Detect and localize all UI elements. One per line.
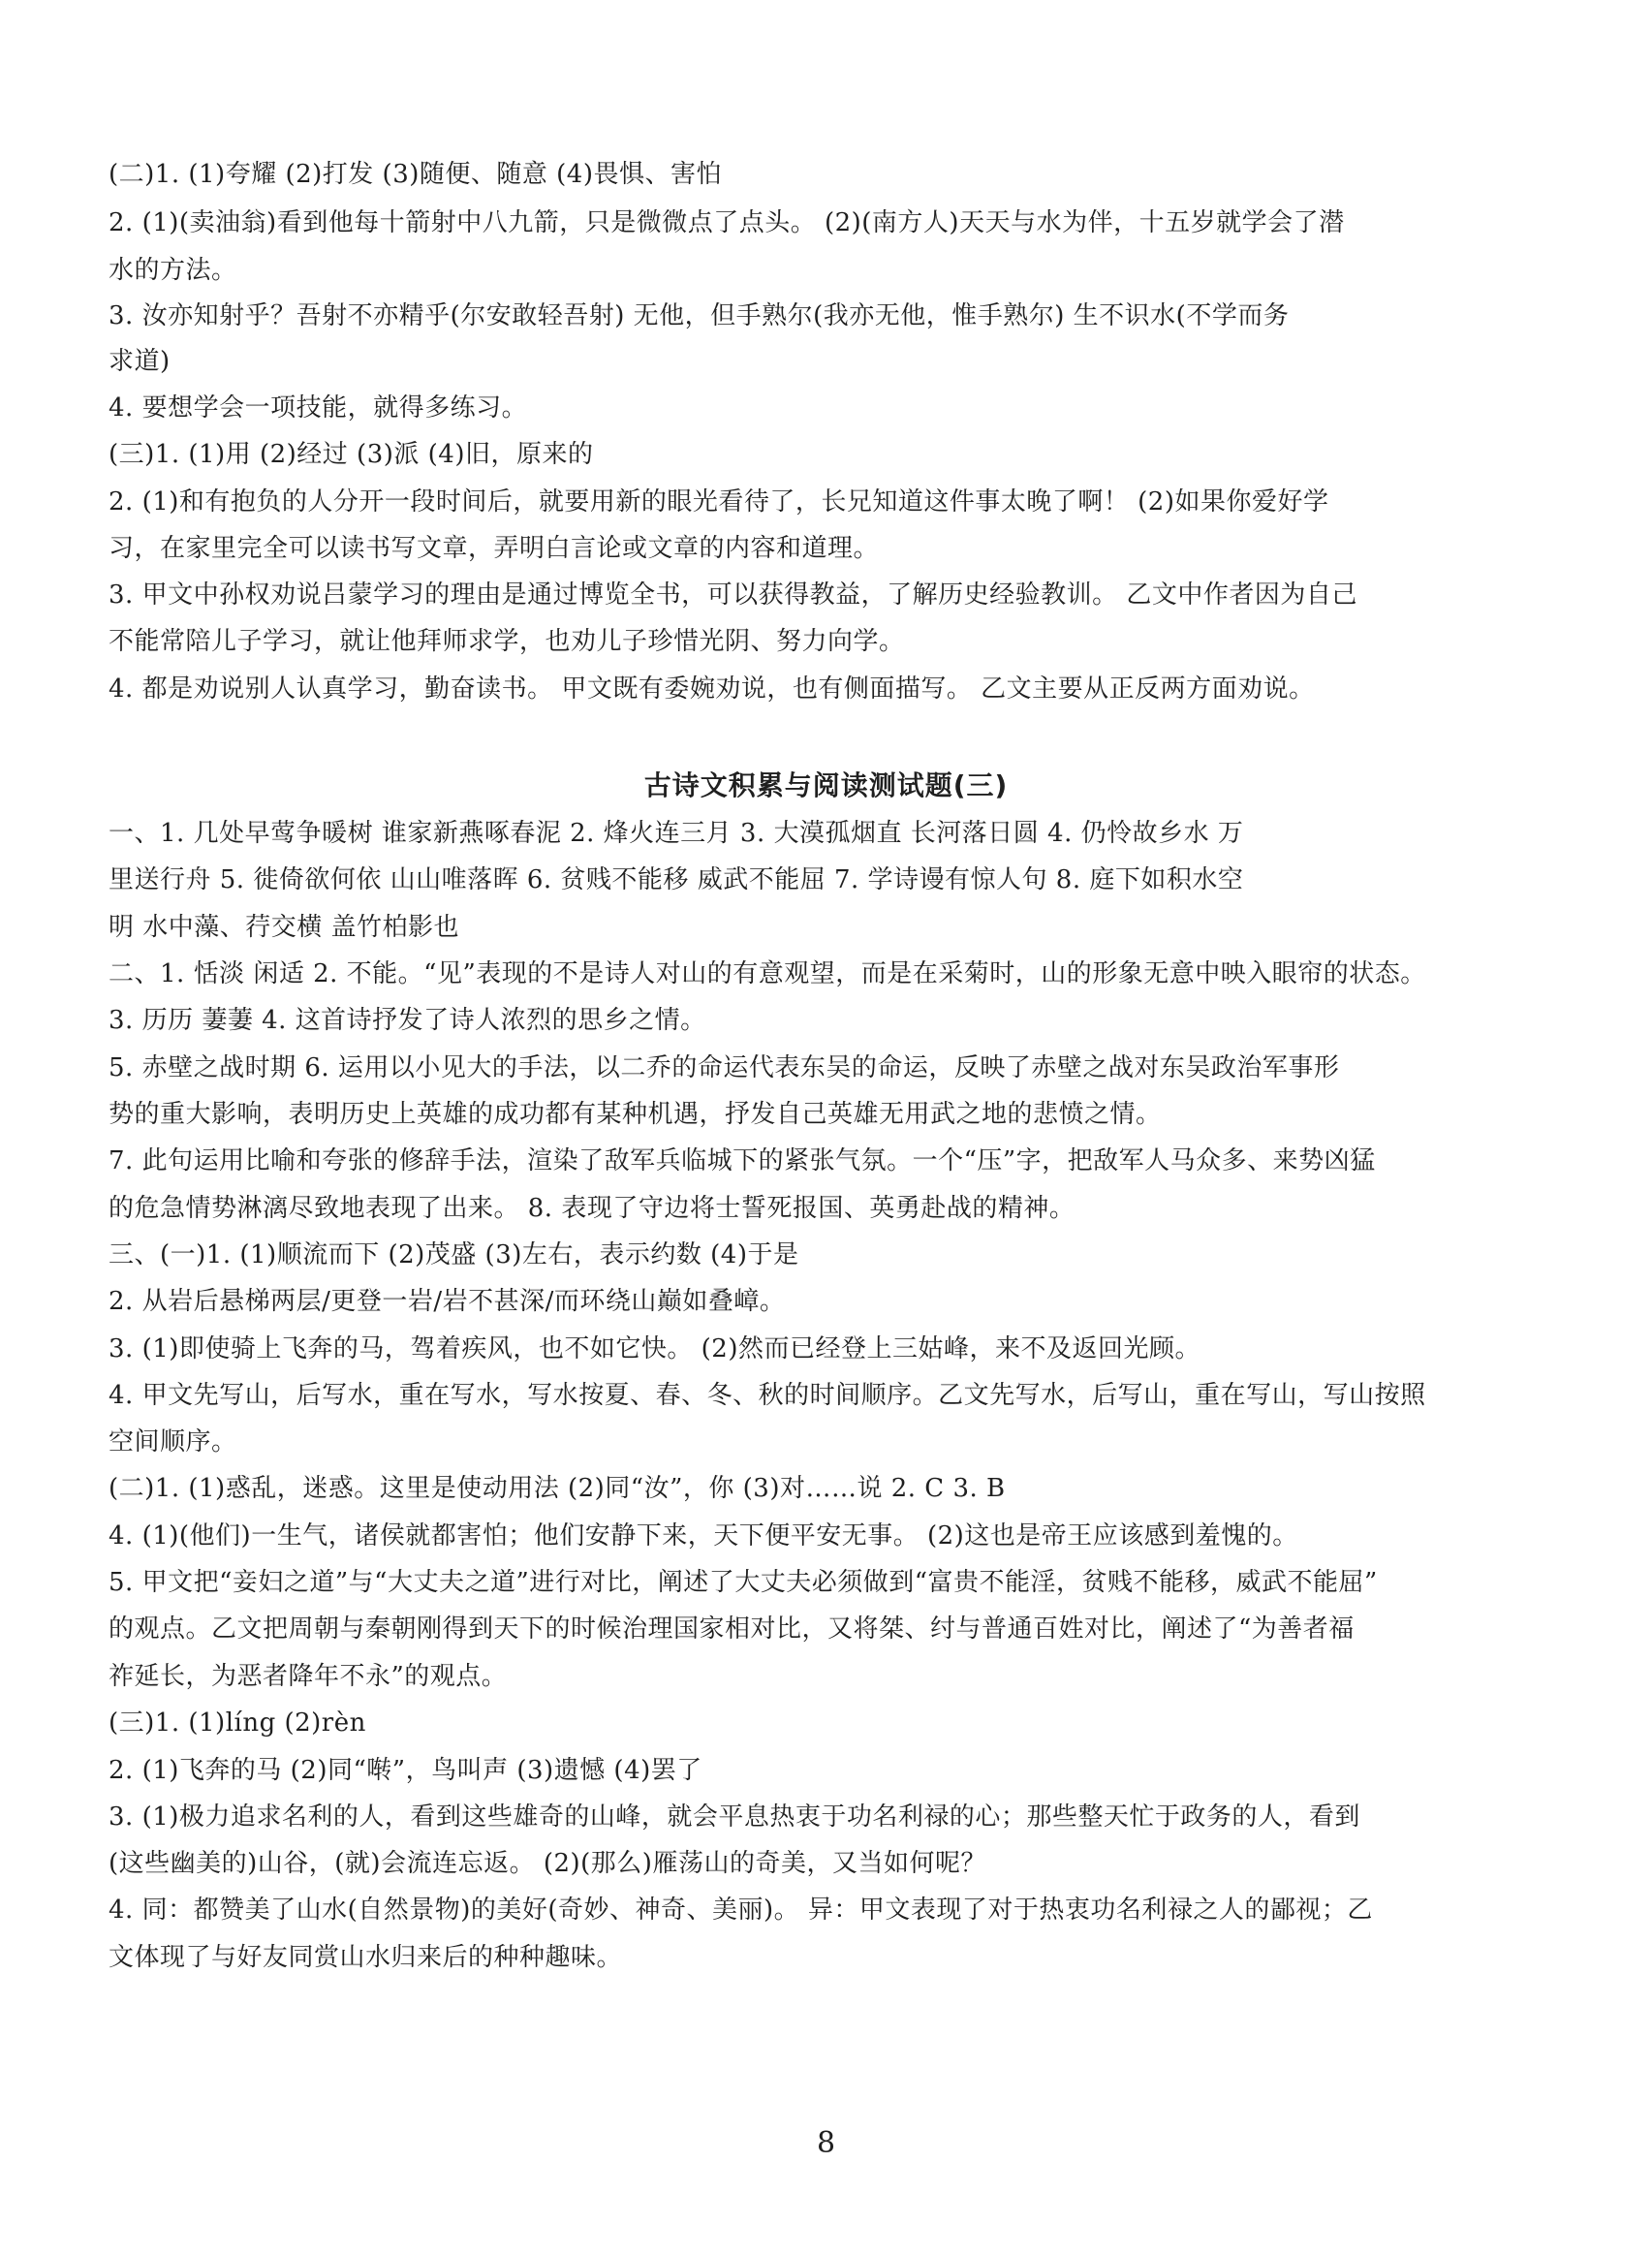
text-line: 文体现了与好友同赏山水归来后的种种趣味。: [109, 1943, 623, 1972]
text-line: (二)1. (1)惑乱，迷惑。这里是使动用法 (2)同“汝”，你 (3)对……说 2. C 3. B: [109, 1474, 1006, 1503]
text-line: 里送行舟 5. 徙倚欲何依 山山唯落晖 6. 贫贱不能移 威武不能屈 7. 学诗谩有惊人句 8. 庭下如积水空: [109, 865, 1244, 894]
text-line: 明 水中藻、荇交横 盖竹柏影也: [109, 913, 460, 942]
text-line: 势的重大影响，表明历史上英雄的成功都有某种机遇，抒发自己英雄无用武之地的悲愤之情。: [109, 1100, 1162, 1129]
text-line: 求道): [109, 347, 171, 376]
text-line: 一、1. 几处早莺争暖树 谁家新燕啄春泥 2. 烽火连三月 3. 大漠孤烟直 长河落日圆 4. 仍怜故乡水 万: [109, 819, 1244, 848]
text-line: 4. 甲文先写山，后写水，重在写水，写水按夏、春、冬、秋的时间顺序。乙文先写水，后写山，重在写山，写山按照: [109, 1381, 1426, 1410]
text-line: (三)1. (1)líng (2)rèn: [109, 1708, 366, 1738]
text-line: 不能常陪儿子学习，就让他拜师求学，也劝儿子珍惜光阴、努力向学。: [109, 627, 905, 656]
text-line: 的危急情势淋漓尽致地表现了出来。 8. 表现了守边将士誓死报国、英勇赴战的精神。: [109, 1194, 1075, 1223]
page-number: 8: [816, 2126, 836, 2160]
text-line: (这些幽美的)山谷，(就)会流连忘返。 (2)(那么)雁荡山的奇美，又当如何呢？: [109, 1849, 986, 1878]
text-line: 二、1. 恬淡 闲适 2. 不能。“见”表现的不是诗人对山的有意观望，而是在采菊时，山的形象无意中映入眼帘的状态。: [109, 959, 1426, 988]
text-line: 3. (1)即使骑上飞奔的马，驾着疾风，也不如它快。 (2)然而已经登上三姑峰，来不及返回光顾。: [109, 1334, 1200, 1363]
text-line: 2. (1)和有抱负的人分开一段时间后，就要用新的眼光看待了，长兄知道这件事太晚了啊！ (2)如果你爱好学: [109, 487, 1329, 517]
text-line: (三)1. (1)用 (2)经过 (3)派 (4)旧，原来的: [109, 440, 594, 469]
text-line: 祚延长，为恶者降年不永”的观点。: [109, 1662, 508, 1691]
text-line: 2. (1)(卖油翁)看到他每十箭射中八九箭，只是微微点了点头。 (2)(南方人)天天与水为伴，十五岁就学会了潜: [109, 208, 1345, 237]
text-line: 3. (1)极力追求名利的人，看到这些雄奇的山峰，就会平息热衷于功名利禄的心；那些整天忙于政务的人，看到: [109, 1802, 1360, 1832]
text-line: 5. 赤壁之战时期 6. 运用以小见大的手法，以二乔的命运代表东吴的命运，反映了赤壁之战对东吴政治军事形: [109, 1053, 1340, 1082]
text-line: 的观点。乙文把周朝与秦朝刚得到天下的时候治理国家相对比，又将桀、纣与普通百姓对比，阐述了“为善者福: [109, 1614, 1355, 1644]
text-line: 4. 都是劝说别人认真学习，勤奋读书。 甲文既有委婉劝说，也有侧面描写。 乙文主要从正反两方面劝说。: [109, 674, 1315, 704]
text-line: 三、(一)1. (1)顺流而下 (2)茂盛 (3)左右，表示约数 (4)于是: [109, 1240, 799, 1269]
text-line: 习，在家里完全可以读书写文章，弄明白言论或文章的内容和道理。: [109, 534, 880, 563]
text-line: 7. 此句运用比喻和夸张的修辞手法，渲染了敌军兵临城下的紧张气氛。一个“压”字，把敌军人马众多、来势凶猛: [109, 1146, 1376, 1175]
text-line: 4. (1)(他们)一生气，诸侯就都害怕；他们安静下来，天下便平安无事。 (2)这也是帝王应该感到羞愧的。: [109, 1521, 1298, 1551]
text-line: 4. 同：都赞美了山水(自然景物)的美好(奇妙、神奇、美丽)。 异：甲文表现了对于热衷功名利禄之人的鄙视；乙: [109, 1896, 1373, 1925]
text-line: 水的方法。: [109, 256, 237, 285]
text-line: 2. 从岩后悬梯两层/更登一岩/岩不甚深/而环绕山巅如叠嶂。: [109, 1287, 786, 1316]
text-line: 3. 甲文中孙权劝说吕蒙学习的理由是通过博览全书，可以获得教益，了解历史经验教训。 乙文中作者因为自己: [109, 580, 1357, 610]
text-line: 空间顺序。: [109, 1427, 237, 1457]
text-line: 3. 汝亦知射乎？吾射不亦精乎(尔安敢轻吾射) 无他，但手熟尔(我亦无他，惟手熟尔) 生不识水(不学而务: [109, 301, 1290, 330]
text-line: 5. 甲文把“妾妇之道”与“大丈夫之道”进行对比，阐述了大丈夫必须做到“富贵不能淫，贫贱不能移，威武不能屈”: [109, 1568, 1378, 1597]
text-line: (二)1. (1)夸耀 (2)打发 (3)随便、随意 (4)畏惧、害怕: [109, 160, 722, 189]
section-title: 古诗文积累与阅读测试题(三): [643, 769, 1009, 801]
text-line: 2. (1)飞奔的马 (2)同“啭”，鸟叫声 (3)遗憾 (4)罢了: [109, 1756, 702, 1785]
text-line: 3. 历历 萋萋 4. 这首诗抒发了诗人浓烈的思乡之情。: [109, 1006, 706, 1035]
text-line: 4. 要想学会一项技能，就得多练习。: [109, 393, 528, 423]
